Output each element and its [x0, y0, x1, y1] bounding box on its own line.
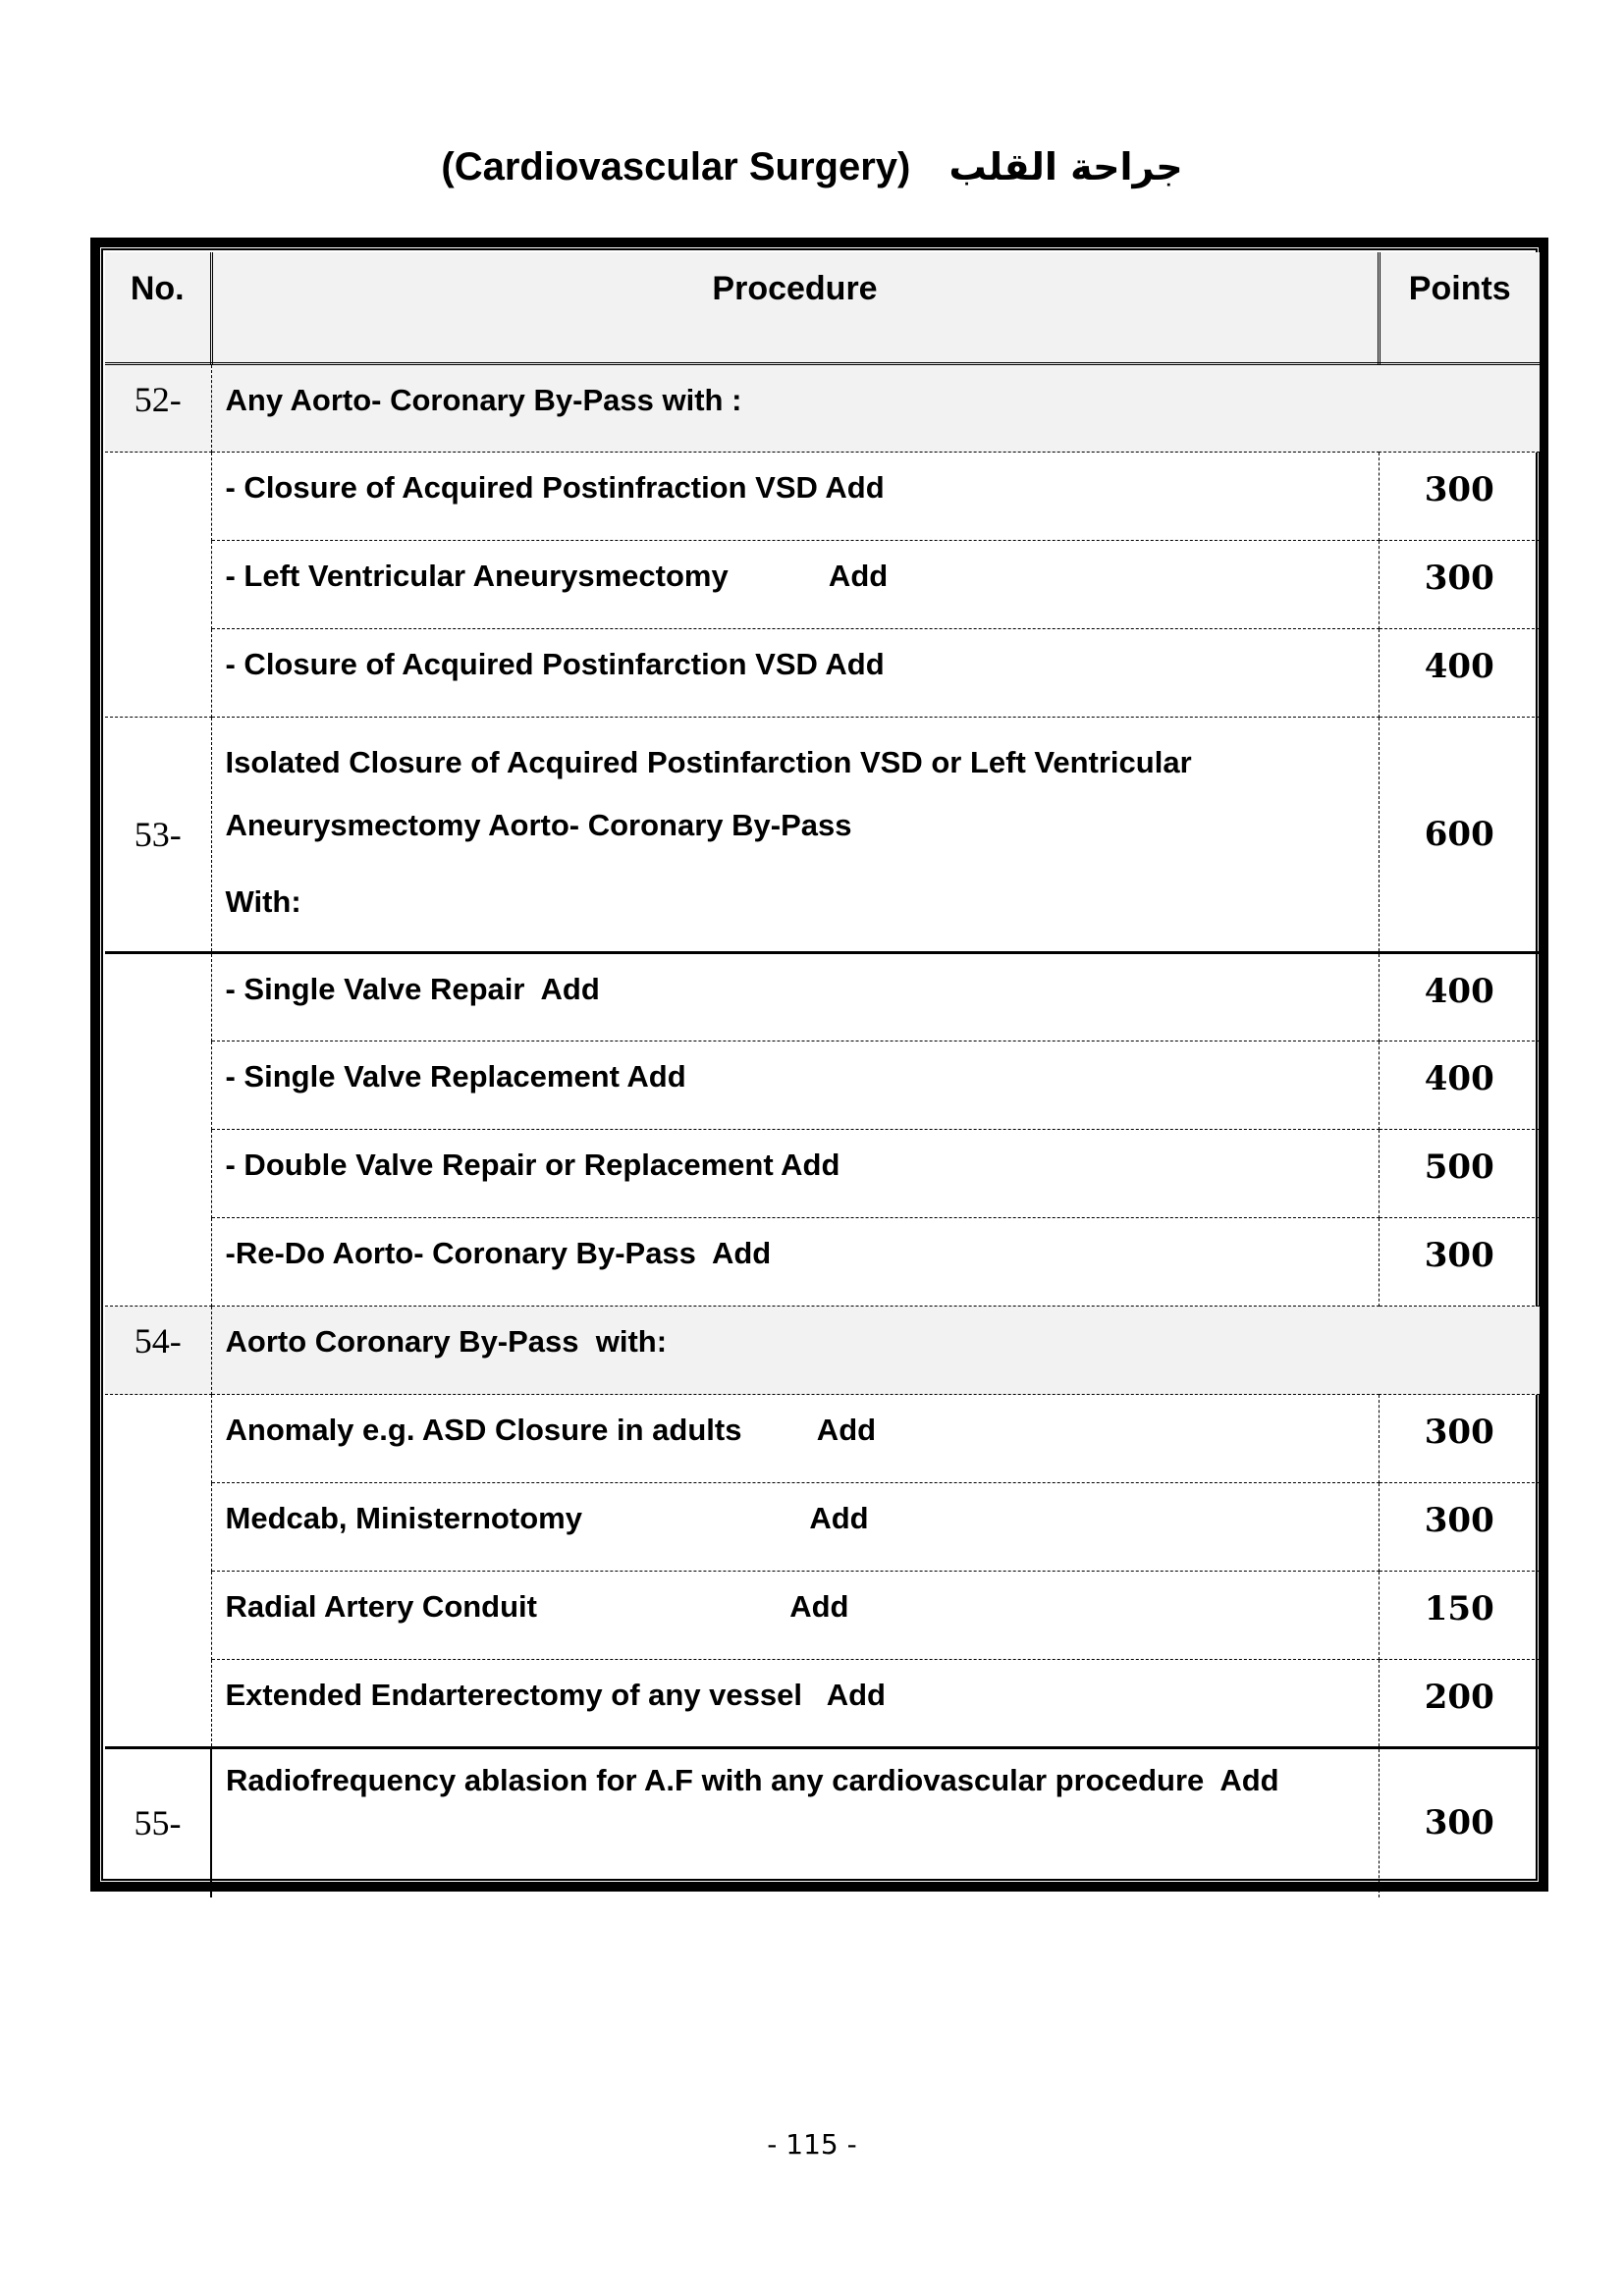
item-number: 53-	[105, 718, 211, 953]
item-number-empty	[105, 1041, 211, 1130]
procedure-text: - Left Ventricular Aneurysmectomy Add	[211, 541, 1379, 629]
item-number: 52-	[105, 364, 211, 453]
points-value: 600	[1379, 718, 1540, 953]
points-value: 300	[1379, 453, 1540, 541]
item-number-empty	[105, 1130, 211, 1218]
procedure-text: - Single Valve Repair Add	[211, 953, 1379, 1041]
points-value: 300	[1424, 1803, 1494, 1843]
table-row	[105, 629, 1540, 718]
points-value: 500	[1379, 1130, 1540, 1218]
procedure-text: Any Aorto- Coronary By-Pass with :	[211, 364, 1540, 453]
points-value: 400	[1379, 953, 1540, 1041]
procedure-line: Aneurysmectomy Aorto- Coronary By-Pass	[225, 808, 852, 842]
procedure-text: Anomaly e.g. ASD Closure in adults Add	[211, 1395, 1379, 1483]
item-number-empty	[105, 1660, 211, 1748]
procedure-text: Extended Endarterectomy of any vessel Add	[211, 1660, 1379, 1748]
procedure-table	[105, 252, 1540, 1897]
item-number-empty	[105, 453, 211, 541]
item-number-empty	[105, 953, 211, 1041]
procedure-text: Medcab, Ministernotomy Add	[211, 1483, 1379, 1572]
points-value: 400	[1379, 1041, 1540, 1130]
points-value: 300	[1379, 541, 1540, 629]
points-value: 300	[1379, 1483, 1540, 1572]
table-header-row	[105, 252, 1540, 364]
item-number-empty	[105, 1483, 211, 1572]
table-row	[105, 1218, 1540, 1307]
procedure-text: - Closure of Acquired Postinfarction VSD Add	[211, 629, 1379, 718]
table-row	[105, 1395, 1540, 1483]
table-row-55	[105, 1748, 1540, 1897]
table-row	[105, 1660, 1540, 1748]
item-number-empty	[105, 629, 211, 718]
procedure-line: Isolated Closure of Acquired Postinfarction VSD or Left Ventricular	[225, 745, 1192, 779]
procedure-text: -Re-Do Aorto- Coronary By-Pass Add	[211, 1218, 1379, 1307]
header-procedure: Procedure	[211, 252, 1379, 364]
points-value: 200	[1379, 1660, 1540, 1748]
item-number-empty	[105, 1572, 211, 1660]
table-row	[105, 1572, 1540, 1660]
points-value: 300	[1379, 1218, 1540, 1307]
procedure-text: - Closure of Acquired Postinfraction VSD Add	[211, 453, 1379, 541]
points-value: 150	[1379, 1572, 1540, 1660]
table-row	[105, 1483, 1540, 1572]
table-frame	[90, 238, 1548, 1892]
table-row-52	[105, 364, 1540, 453]
item-number: 54-	[105, 1307, 211, 1395]
points-value: 300	[1379, 1395, 1540, 1483]
title-english: (Cardiovascular Surgery)	[441, 145, 911, 188]
procedure-text: Radial Artery Conduit Add	[211, 1572, 1379, 1660]
page-number: - 115 -	[767, 2128, 857, 2161]
item-number-empty	[105, 1395, 211, 1483]
table-row	[105, 541, 1540, 629]
page-title	[0, 145, 1624, 189]
table-row-54	[105, 1307, 1540, 1395]
procedure-text: - Double Valve Repair or Replacement Add	[211, 1130, 1379, 1218]
table-row-53	[105, 718, 1540, 953]
header-no: No.	[105, 252, 211, 364]
procedure-text: - Single Valve Replacement Add	[211, 1041, 1379, 1130]
table-row	[105, 1041, 1540, 1130]
table-row	[105, 1130, 1540, 1218]
procedure-line: With:	[225, 884, 301, 919]
item-number-empty	[105, 1218, 211, 1307]
procedure-text: Radiofrequency ablasion for A.F with any cardiovascular procedure Add	[211, 1748, 1379, 1897]
table-inner-border	[100, 247, 1539, 1882]
item-number-empty	[105, 541, 211, 629]
procedure-text: Aorto Coronary By-Pass with:	[211, 1307, 1540, 1395]
title-arabic: جراحة القلب	[948, 145, 1183, 188]
header-points: Points	[1379, 252, 1540, 364]
table-row	[105, 953, 1540, 1041]
points-value: 400	[1379, 629, 1540, 718]
item-number: 55-	[105, 1748, 211, 1897]
procedure-text-multiline	[211, 718, 1379, 953]
table-row	[105, 453, 1540, 541]
